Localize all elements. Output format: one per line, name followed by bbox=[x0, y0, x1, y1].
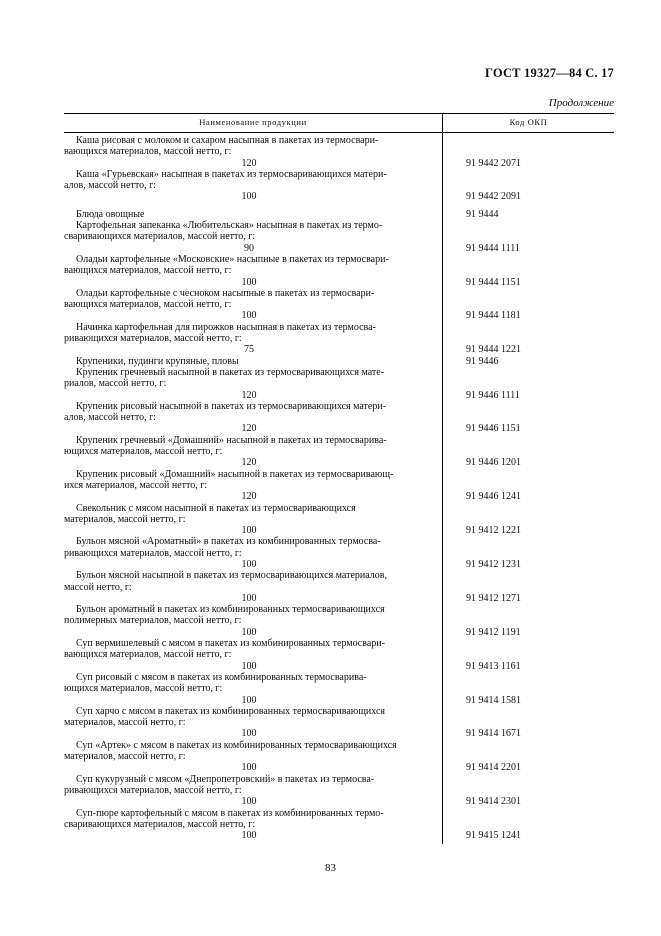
product-name-line: Бульон мясной «Ароматный» в пакетах из комбинированных термосва- bbox=[76, 536, 381, 548]
page-number: 83 bbox=[325, 862, 336, 874]
product-name-line: полимерных материалов, массой нетто, г: bbox=[64, 615, 242, 627]
net-mass: 100 bbox=[241, 558, 257, 570]
table-row bbox=[64, 288, 614, 322]
product-name-line: Суп-пюре картофельный с мясом в пакетах из комбинированных термо- bbox=[76, 807, 384, 819]
product-name-line: Крупеник рисовый насыпной в пакетах из термосваривающихся матери- bbox=[76, 400, 387, 412]
product-name-line: Крупеник гречневый «Домашний» насыпной в пакетах из термосварива- bbox=[76, 434, 387, 446]
product-name-line: алов, массой нетто, г: bbox=[64, 180, 156, 192]
okp-code: 91 9446 1151 bbox=[466, 423, 521, 435]
product-name-line: Оладьи картофельные «Московские» насыпные в пакетах из термосвари- bbox=[76, 253, 389, 265]
product-name-line: материалов, массой нетто, г: bbox=[64, 513, 186, 525]
product-name-line: сваривающихся материалов, массой нетто, г: bbox=[64, 818, 256, 830]
table-row bbox=[64, 706, 614, 740]
product-name-line: Крупеник гречневый насыпной в пакетах из термосваривающихся мате- bbox=[76, 366, 385, 378]
product-name-line: массой нетто, г: bbox=[64, 581, 132, 593]
product-name-line: Крупеник рисовый «Домашний» насыпной в пакетах из термосваривающ- bbox=[76, 468, 394, 480]
table-row bbox=[64, 135, 614, 169]
product-name bbox=[64, 740, 434, 763]
product-name bbox=[64, 774, 434, 797]
product-name-line: Каша «Гурьевская» насыпная в пакетах из термосваривающихся матери- bbox=[76, 168, 387, 180]
net-mass: 100 bbox=[241, 525, 257, 537]
product-name bbox=[64, 435, 434, 458]
net-mass: 100 bbox=[241, 762, 257, 774]
net-mass: 120 bbox=[241, 157, 257, 169]
product-name-line: вающихся материалов, массой нетто, г: bbox=[64, 265, 232, 277]
product-name-line: ющихся материалов, массой нетто, г: bbox=[64, 683, 223, 695]
okp-code: 91 9413 1161 bbox=[466, 660, 521, 672]
net-mass: 100 bbox=[241, 310, 257, 322]
product-name-line: Бульон ароматный в пакетах из комбинированных термосваривающихся bbox=[76, 604, 385, 616]
product-name-line: Крупеники, пудинги крупяные, пловы bbox=[76, 355, 239, 367]
net-mass: 100 bbox=[241, 728, 257, 740]
table-row bbox=[64, 469, 614, 503]
okp-code: 91 9415 1241 bbox=[466, 830, 521, 842]
product-name bbox=[64, 169, 434, 192]
column-header-name: Наименование продукции bbox=[199, 117, 307, 127]
product-name-line: Картофельная запеканка «Любительская» насыпная в пакетах из термо- bbox=[76, 220, 383, 232]
net-mass: 120 bbox=[241, 423, 257, 435]
product-name-line: Суп кукурузный с мясом «Днепропетровский» в пакетах из термосва- bbox=[76, 773, 375, 785]
net-mass: 100 bbox=[241, 830, 257, 842]
product-name bbox=[64, 401, 434, 424]
table-row bbox=[64, 220, 614, 254]
okp-code: 91 9446 bbox=[466, 355, 499, 367]
okp-code: 91 9414 1671 bbox=[466, 728, 521, 740]
okp-code: 91 9412 1231 bbox=[466, 558, 521, 570]
net-mass: 100 bbox=[241, 276, 257, 288]
table-row bbox=[64, 322, 614, 356]
net-mass: 90 bbox=[244, 242, 254, 254]
product-name bbox=[64, 469, 434, 492]
table-row bbox=[64, 638, 614, 672]
table-row bbox=[64, 254, 614, 288]
product-name-line: Каша рисовая с молоком и сахаром насыпная в пакетах из термосвари- bbox=[76, 135, 379, 146]
table-row bbox=[64, 435, 614, 469]
product-name-line: алов, массой нетто, г: bbox=[64, 412, 156, 424]
product-name-line: Начинка картофельная для пирожков насыпная в пакетах из термосва- bbox=[76, 321, 376, 333]
column-header-code: Код ОКП bbox=[509, 117, 548, 127]
table-row bbox=[64, 604, 614, 638]
okp-code: 91 9444 bbox=[466, 208, 499, 220]
product-name-line: риалов, массой нетто, г: bbox=[64, 378, 167, 390]
product-name-line: Свекольник с мясом насыпной в пакетах из термосваривающихся bbox=[76, 502, 356, 514]
product-name-line: Суп «Артек» с мясом в пакетах из комбинированных термосваривающихся bbox=[76, 739, 397, 751]
product-name-line: ющихся материалов, массой нетто, г: bbox=[64, 446, 223, 458]
okp-code: 91 9446 1201 bbox=[466, 457, 521, 469]
net-mass: 120 bbox=[241, 491, 257, 503]
product-name bbox=[64, 706, 434, 729]
okp-code: 91 9444 1221 bbox=[466, 344, 521, 356]
net-mass: 120 bbox=[241, 389, 257, 401]
product-name bbox=[64, 808, 434, 831]
net-mass: 120 bbox=[241, 457, 257, 469]
table-row bbox=[64, 536, 614, 570]
okp-code: 91 9446 1241 bbox=[466, 491, 521, 503]
product-name bbox=[64, 367, 434, 390]
net-mass: 100 bbox=[241, 191, 257, 203]
okp-code: 91 9444 1181 bbox=[466, 310, 521, 322]
net-mass: 100 bbox=[241, 796, 257, 808]
product-name-line: вающихся материалов, массой нетто, г: bbox=[64, 146, 232, 158]
product-name-line: Блюда овощные bbox=[76, 208, 145, 220]
table-row bbox=[64, 672, 614, 706]
okp-code: 91 9444 1111 bbox=[466, 242, 520, 254]
product-name bbox=[64, 638, 434, 661]
okp-code: 91 9414 1581 bbox=[466, 694, 521, 706]
product-name-line: ривающихся материалов, массой нетто, г: bbox=[64, 784, 242, 796]
product-name bbox=[64, 356, 434, 367]
net-mass: 75 bbox=[244, 344, 254, 356]
table-row bbox=[64, 808, 614, 842]
product-name-line: Бульон мясной насыпной в пакетах из термосваривающихся материалов, bbox=[76, 570, 388, 582]
product-name bbox=[64, 209, 434, 220]
product-name-line: материалов, массой нетто, г: bbox=[64, 751, 186, 763]
product-name-line: ихся материалов, массой нетто, г: bbox=[64, 479, 208, 491]
product-name bbox=[64, 254, 434, 277]
table-row bbox=[64, 209, 614, 220]
product-name-line: Суп вермишелевый с мясом в пакетах из комбинированных термосвари- bbox=[76, 638, 385, 650]
table-row bbox=[64, 401, 614, 435]
document-header: ГОСТ 19327—84 С. 17 bbox=[485, 66, 614, 80]
table-row bbox=[64, 570, 614, 604]
table-row bbox=[64, 169, 614, 203]
okp-code: 91 9442 2071 bbox=[466, 157, 521, 169]
okp-code: 91 9412 1191 bbox=[466, 626, 521, 638]
okp-code: 91 9444 1151 bbox=[466, 276, 521, 288]
table-row bbox=[64, 740, 614, 774]
okp-code: 91 9446 1111 bbox=[466, 389, 520, 401]
table-row bbox=[64, 356, 614, 367]
net-mass: 100 bbox=[241, 592, 257, 604]
product-name-line: сваривающихся материалов, массой нетто, г: bbox=[64, 231, 256, 243]
product-name bbox=[64, 604, 434, 627]
product-name bbox=[64, 220, 434, 243]
product-name bbox=[64, 322, 434, 345]
product-name-line: вающихся материалов, массой нетто, г: bbox=[64, 649, 232, 661]
product-name-line: Суп рисовый с мясом в пакетах из комбинированных термосварива- bbox=[76, 671, 367, 683]
product-name-line: вающихся материалов, массой нетто, г: bbox=[64, 299, 232, 311]
okp-code: 91 9442 2091 bbox=[466, 191, 521, 203]
okp-code: 91 9414 2301 bbox=[466, 796, 521, 808]
net-mass: 100 bbox=[241, 626, 257, 638]
product-name-line: ривающихся материалов, массой нетто, г: bbox=[64, 333, 242, 345]
product-name-line: материалов, массой нетто, г: bbox=[64, 717, 186, 729]
net-mass: 100 bbox=[241, 694, 257, 706]
table-rows bbox=[64, 135, 614, 841]
net-mass: 100 bbox=[241, 660, 257, 672]
table-row bbox=[64, 503, 614, 537]
product-name bbox=[64, 536, 434, 559]
table-row bbox=[64, 367, 614, 401]
product-name bbox=[64, 503, 434, 526]
product-name bbox=[64, 570, 434, 593]
continuation-label: Продолжение bbox=[548, 97, 614, 109]
table-top-border bbox=[64, 113, 614, 114]
table-row bbox=[64, 774, 614, 808]
product-table bbox=[64, 113, 614, 844]
product-name-line: Суп харчо с мясом в пакетах из комбинированных термосваривающихся bbox=[76, 705, 386, 717]
product-name bbox=[64, 135, 434, 158]
product-name bbox=[64, 288, 434, 311]
okp-code: 91 9414 2201 bbox=[466, 762, 521, 774]
product-name-line: ривающихся материалов, массой нетто, г: bbox=[64, 547, 242, 559]
product-name-line: Оладьи картофельные с чесноком насыпные в пакетах из термосвари- bbox=[76, 287, 375, 299]
product-name bbox=[64, 672, 434, 695]
okp-code: 91 9412 1271 bbox=[466, 592, 521, 604]
okp-code: 91 9412 1221 bbox=[466, 525, 521, 537]
table-header-divider bbox=[64, 132, 614, 133]
